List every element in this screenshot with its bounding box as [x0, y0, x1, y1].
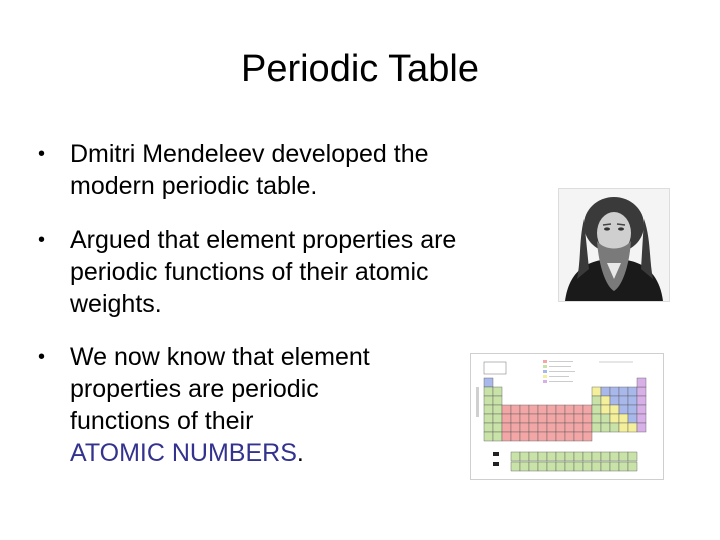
mendeleev-portrait: [558, 188, 670, 302]
periodic-table-drawing: [471, 354, 663, 479]
bullet-dot: •: [38, 346, 46, 368]
bullet-line: We now know that element: [70, 343, 370, 371]
bullet-dot: •: [38, 143, 46, 165]
bullet-line: modern periodic table.: [70, 172, 318, 200]
periodic-table-chart: [470, 353, 664, 480]
atomic-numbers-emphasis: ATOMIC NUMBERS: [70, 439, 297, 467]
bullet-line: properties are periodic: [70, 375, 319, 403]
portrait-drawing: [559, 189, 669, 301]
bullet-period: .: [296, 439, 304, 467]
bullet-item: [38, 138, 429, 202]
bullet-line: periodic functions of their atomic: [70, 258, 429, 286]
bullet-dot: •: [38, 229, 46, 251]
bullet-item: [38, 224, 456, 320]
bullet-line: Dmitri Mendeleev developed the: [70, 140, 429, 168]
bullet-line: weights.: [70, 290, 162, 318]
slide-title: Periodic Table: [240, 48, 479, 90]
bullet-line: Argued that element properties are: [70, 226, 457, 254]
bullet-item: [38, 341, 370, 469]
bullet-line: [70, 437, 370, 469]
bullet-line: functions of their: [70, 407, 254, 435]
